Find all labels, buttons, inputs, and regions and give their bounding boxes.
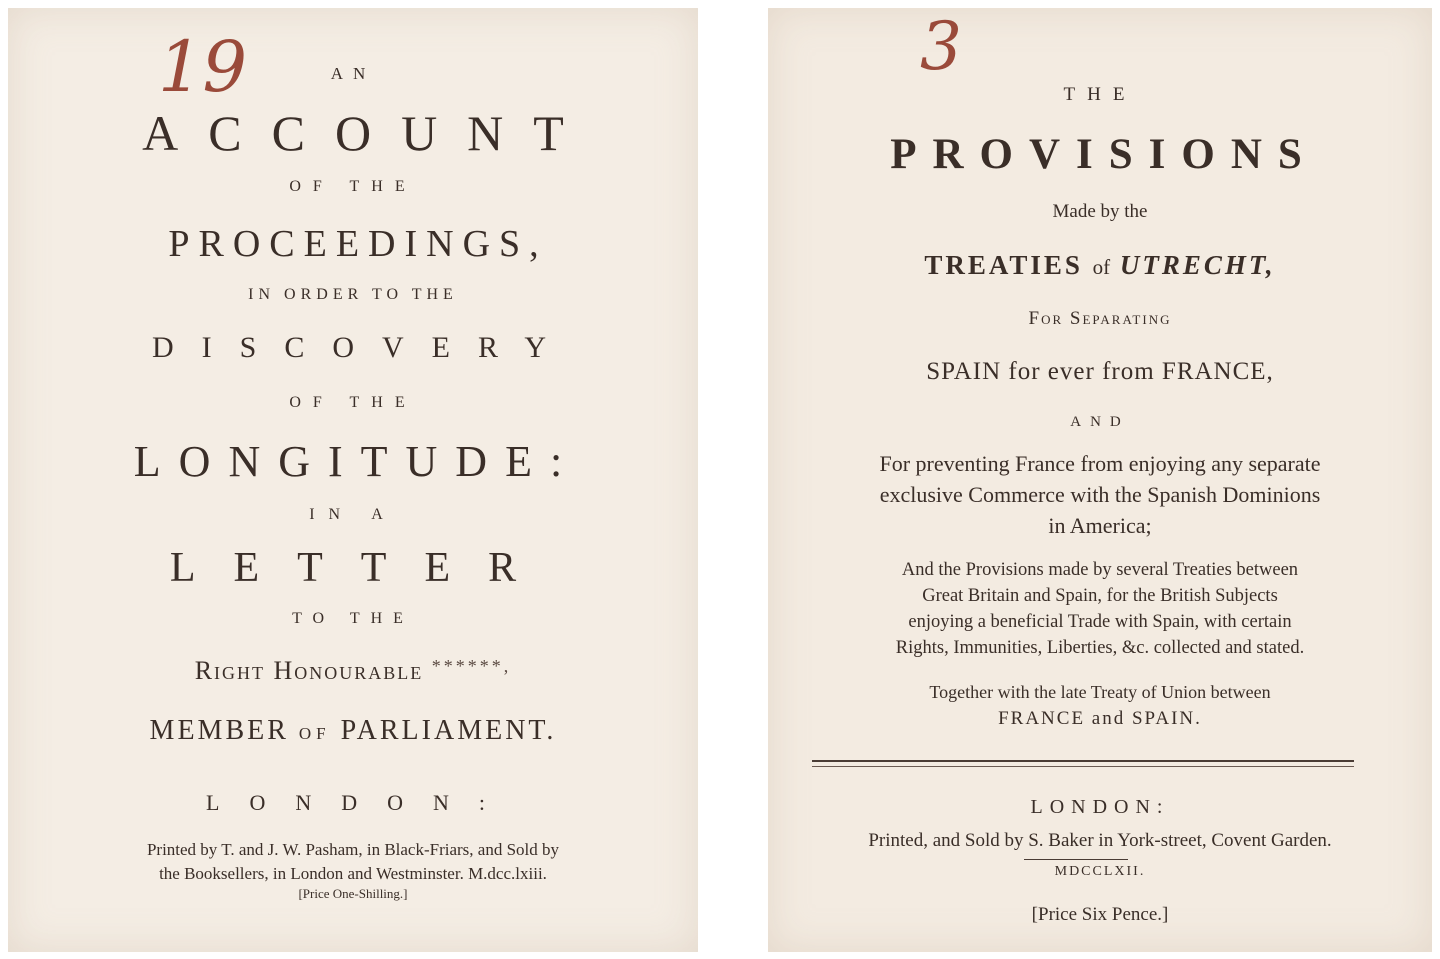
imprint-printed: Printed, and Sold by S. Baker in York-street, Covent Garden. [868,830,1332,851]
title-spain-france: SPAIN for ever from FRANCE, [926,358,1274,385]
member-text: MEMBER [149,715,289,746]
imprint-london: LONDON: [206,790,515,815]
title-in-order-to-the: IN ORDER TO THE [248,286,458,303]
stars-text: ******, [431,656,512,676]
double-rule-bottom [812,766,1354,767]
title-treaties-line [768,250,1432,281]
imprint-price: [Price One-Shilling.] [298,886,408,901]
addressee-line [8,656,698,686]
of-text: of [1092,255,1111,279]
right-honourable-text: Right Honourable [194,656,424,685]
for-preventing-line-3: in America; [1048,513,1152,538]
imprint-printed-1: Printed by T. and J. W. Pasham, in Black-Friars, and Sold by [146,840,560,859]
handwritten-number-right: 3 [920,8,962,85]
for-preventing-line-1: For preventing France from enjoying any separate [879,451,1321,476]
provisions-line-2: Great Britain and Spain, for the British Subjects [922,586,1278,606]
parliament-text: PARLIAMENT. [340,715,557,746]
title-the: THE [1063,84,1137,105]
title-proceedings: PROCEEDINGS, [168,223,548,265]
date-rule [1024,859,1128,860]
provisions-line-3: enjoying a beneficial Trade with Spain, with certain [908,612,1292,632]
title-longitude: LONGITUDE: [133,437,581,486]
france-and-spain-line: FRANCE and SPAIN. [998,708,1202,729]
double-rule-top [812,760,1354,762]
provisions-line-4: Rights, Immunities, Liberties, &c. collected and stated. [895,638,1305,658]
title-letter: LETTER [169,545,555,591]
of-text: OF [298,724,331,743]
imprint-london: LONDON: [1030,796,1170,818]
together-line: Together with the late Treaty of Union between [929,682,1271,702]
title-made-by-the: Made by the [1052,201,1148,222]
utrecht-text: UTRECHT, [1119,250,1276,280]
title-discovery: DISCOVERY [151,331,575,364]
imprint-printed-2: the Booksellers, in London and Westminster. M.dcc.lxiii. [159,864,547,883]
title-and: AND [1070,414,1130,430]
title-of-the-1: OF THE [289,178,417,195]
title-of-the-2: OF THE [289,394,417,411]
imprint-date: MDCCLXII. [1054,864,1146,879]
title-to-the: TO THE [292,610,414,627]
title-an: AN [330,64,376,83]
for-separating-text: For Separating [1028,308,1172,329]
title-in-a: IN A [309,506,397,523]
provisions-line-1: And the Provisions made by several Treaties between [901,560,1299,580]
right-title-page [768,8,1432,952]
imprint-price: [Price Six Pence.] [1031,904,1169,925]
member-line [8,715,698,747]
treaties-text: TREATIES [924,250,1083,280]
title-account: ACCOUNT [142,105,594,161]
title-provisions: PROVISIONS [890,131,1318,178]
for-preventing-line-2: exclusive Commerce with the Spanish Dominions [879,482,1321,507]
handwritten-number-left: 19 [158,26,248,108]
left-title-page [8,8,698,952]
title-for-separating [768,308,1432,330]
